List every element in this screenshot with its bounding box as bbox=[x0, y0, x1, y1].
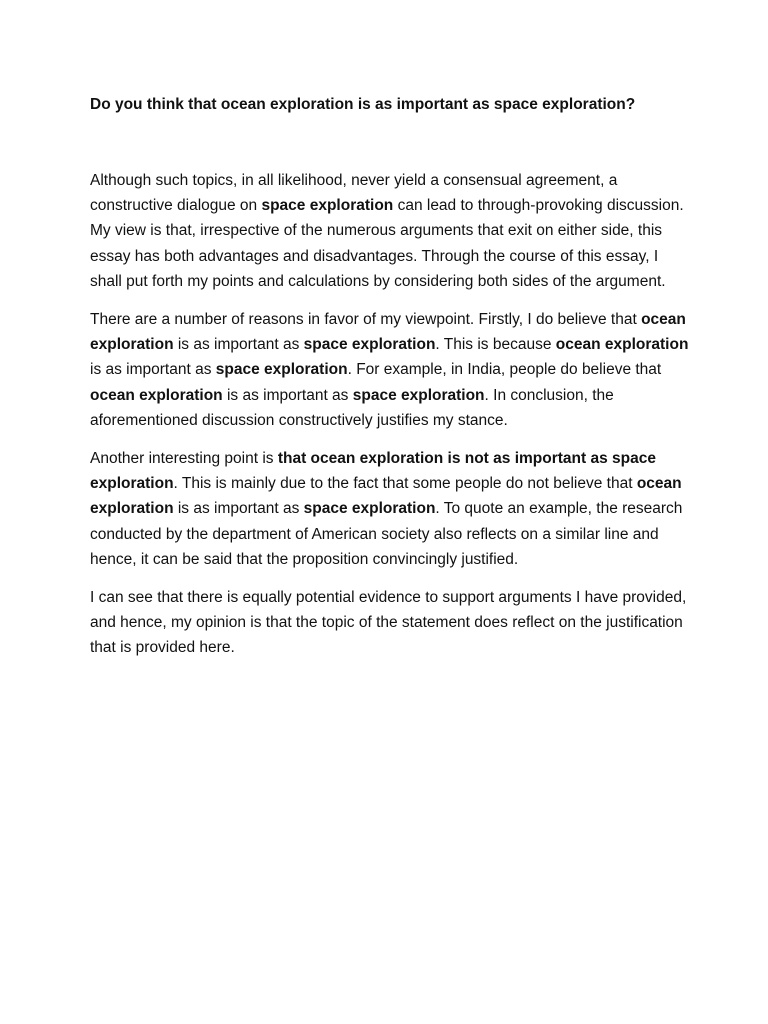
paragraph-3 bbox=[90, 446, 690, 572]
essay-question: Do you think that ocean exploration is as important as space exploration? bbox=[90, 96, 636, 113]
text-run: I can see that there is equally potential evidence to support arguments I have provided, and hence, my opinion is that the topic of the statement does reflect on the justification that is provided here. bbox=[90, 589, 687, 657]
bold-phrase: space exploration bbox=[352, 386, 485, 404]
paragraph-1 bbox=[90, 168, 690, 294]
text-run: Although such topics, in all likelihood, never yield a consensual agreement, a constructive dialogue on bbox=[90, 172, 618, 215]
bold-phrase: space exploration bbox=[303, 500, 436, 518]
text-run: There are a number of reasons in favor of my viewpoint. Firstly, I do believe that bbox=[90, 311, 642, 329]
text-run: can lead to through-provoking discussion. My view is that, irrespective of the numerous arguments that exit on either side, this essay has both advantages and disadvantages. Through the course of this essay, I shall put forth my points and calculations by considering both sides of the argument. bbox=[90, 197, 684, 290]
text-run: is as important as bbox=[173, 500, 304, 518]
text-run: . This is because bbox=[435, 336, 556, 354]
bold-phrase: space exploration bbox=[261, 197, 394, 215]
text-run: . For example, in India, people do believe that bbox=[347, 361, 662, 379]
bold-phrase: ocean exploration bbox=[90, 386, 223, 404]
text-run: is as important as bbox=[222, 386, 353, 404]
paragraph-4 bbox=[90, 585, 690, 661]
bold-phrase: space exploration bbox=[303, 336, 436, 354]
document-body bbox=[90, 94, 690, 661]
text-run: . In conclusion, the aforementioned discussion constructively justifies my stance. bbox=[90, 386, 614, 429]
paragraph-2 bbox=[90, 307, 690, 433]
bold-phrase: ocean exploration bbox=[90, 475, 682, 518]
text-run: Another interesting point is bbox=[90, 450, 278, 468]
text-run: . This is mainly due to the fact that some people do not believe that bbox=[173, 475, 637, 493]
bold-phrase: ocean exploration bbox=[90, 311, 686, 354]
bold-phrase: space exploration bbox=[215, 361, 348, 379]
bold-phrase: ocean exploration bbox=[555, 336, 689, 354]
text-run: is as important as bbox=[173, 336, 304, 354]
bold-phrase: that ocean exploration is not as important as space exploration bbox=[90, 450, 656, 493]
text-run: is as important as bbox=[90, 361, 216, 379]
text-run: . To quote an example, the research conducted by the department of American society also reflects on a similar line and hence, it can be said that the proposition convincingly justified. bbox=[90, 500, 683, 568]
